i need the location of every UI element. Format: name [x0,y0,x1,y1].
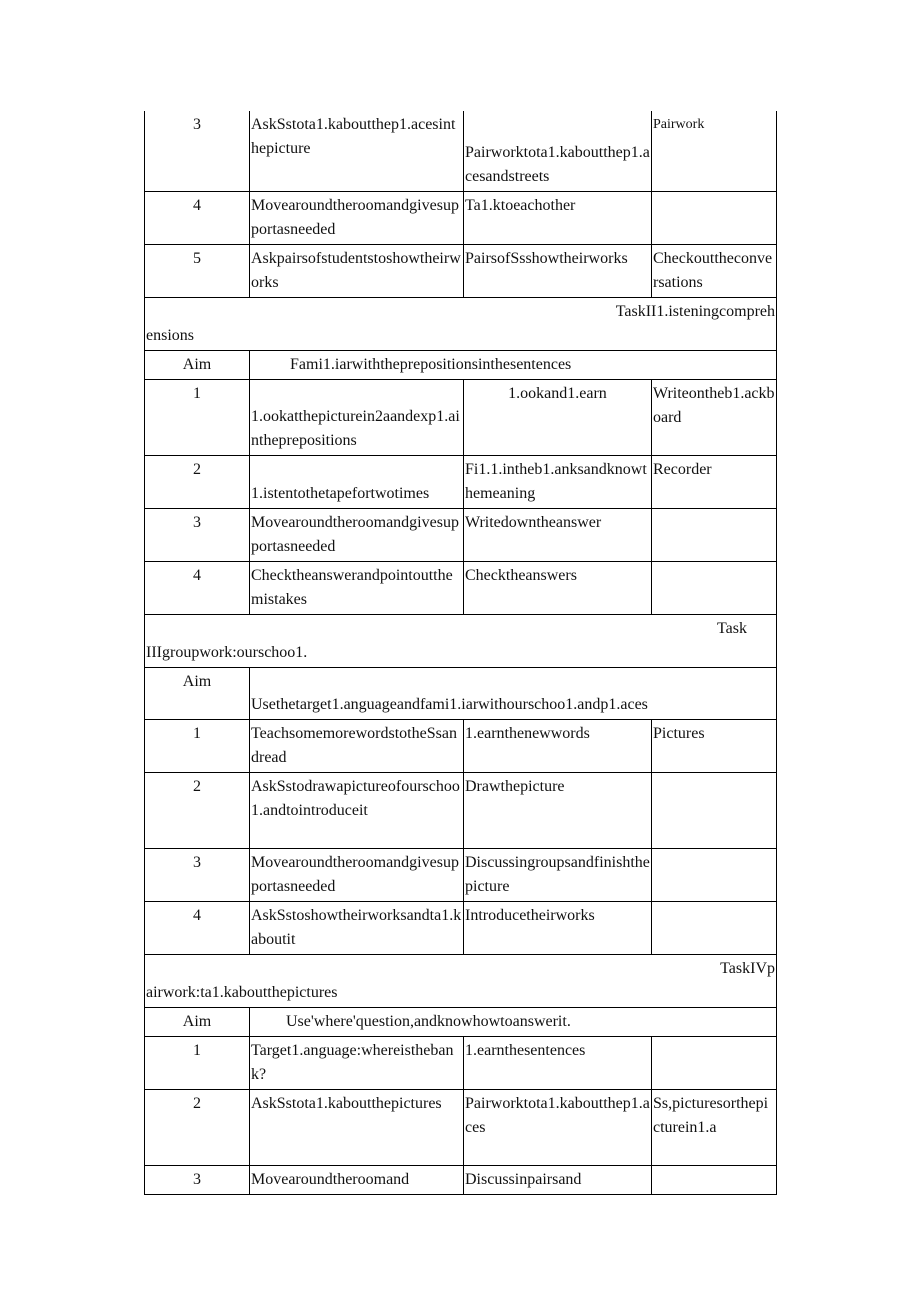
notes-cell [652,849,777,902]
task-heading [145,298,777,351]
student-activity: Writedowntheanswer [464,509,652,562]
notes-cell: Checkouttheconversations [652,245,777,298]
task-heading [145,615,777,668]
table-row [145,509,777,562]
table-row [145,902,777,955]
aim-text: Use'where'question,andknowhowtoanswerit. [250,1008,777,1037]
aim-row [145,1008,777,1037]
aim-label: Aim [145,1008,250,1037]
task-heading-line2: IIIgroupwork:ourschoo1. [146,644,308,661]
student-activity: PairsofSsshowtheirworks [464,245,652,298]
table-row [145,773,777,849]
student-activity: Discussinpairsand [464,1166,652,1195]
task-heading-line1: TaskIVp [720,960,775,977]
teacher-activity: Movearoundtheroomandgivesupportasneeded [250,849,464,902]
step-number: 2 [145,773,250,849]
notes-cell: Recorder [652,456,777,509]
aim-row [145,351,777,380]
notes-cell: Ss,picturesorthepicturein1.a [652,1090,777,1166]
aim-text: Usethetarget1.anguageandfami1.iarwithourschoo1.andp1.aces [250,668,777,720]
teacher-activity: 1.ookatthepicturein2aandexp1.aintheprepositions [250,380,464,456]
table-row [145,1037,777,1090]
notes-cell [652,902,777,955]
task-heading [145,955,777,1008]
student-activity: Discussingroupsandfinishthepicture [464,849,652,902]
step-number: 2 [145,1090,250,1166]
lesson-plan-table [144,111,777,1195]
task-heading-row [145,955,777,1008]
aim-label: Aim [145,351,250,380]
student-activity: Pairworktota1.kaboutthep1.acesandstreets [464,111,652,192]
notes-cell [652,509,777,562]
step-number: 3 [145,849,250,902]
notes-cell [652,192,777,245]
teacher-activity: 1.istentothetapefortwotimes [250,456,464,509]
table-row [145,192,777,245]
notes-cell: Pairwork [652,111,777,192]
step-number: 4 [145,902,250,955]
teacher-activity: Askpairsofstudentstoshowtheirworks [250,245,464,298]
student-activity: 1.earnthenewwords [464,720,652,773]
table-row [145,1090,777,1166]
student-activity: Drawthepicture [464,773,652,849]
table-row [145,380,777,456]
task-heading-line1: Task [717,620,747,637]
notes-cell: Writeontheb1.ackboard [652,380,777,456]
step-number: 5 [145,245,250,298]
teacher-activity: Target1.anguage:whereisthebank? [250,1037,464,1090]
aim-row [145,668,777,720]
table-row [145,111,777,192]
table-row [145,562,777,615]
notes-cell: Pictures [652,720,777,773]
student-activity: 1.earnthesentences [464,1037,652,1090]
step-number: 1 [145,380,250,456]
student-activity: Pairworktota1.kaboutthep1.aces [464,1090,652,1166]
notes-cell [652,773,777,849]
table-row [145,245,777,298]
teacher-activity: Checktheanswerandpointoutthemistakes [250,562,464,615]
student-activity: Ta1.ktoeachother [464,192,652,245]
teacher-activity: TeachsomemorewordstotheSsandread [250,720,464,773]
table-row [145,720,777,773]
teacher-activity: Movearoundtheroomandgivesupportasneeded [250,192,464,245]
teacher-activity: AskSstodrawapictureofourschoo1.andtointroduceit [250,773,464,849]
step-number: 1 [145,720,250,773]
task-heading-row [145,298,777,351]
student-activity: Introducetheirworks [464,902,652,955]
step-number: 4 [145,562,250,615]
step-number: 2 [145,456,250,509]
teacher-activity: Movearoundtheroomandgivesupportasneeded [250,509,464,562]
table-row [145,1166,777,1195]
aim-text: Fami1.iarwiththeprepositionsinthesentences [250,351,777,380]
teacher-activity: AskSstota1.kaboutthep1.acesinthepicture [250,111,464,192]
teacher-activity: Movearoundtheroomand [250,1166,464,1195]
aim-label: Aim [145,668,250,720]
student-activity: Checktheanswers [464,562,652,615]
step-number: 3 [145,1166,250,1195]
step-number: 3 [145,509,250,562]
notes-cell [652,1037,777,1090]
step-number: 3 [145,111,250,192]
student-activity: Fi1.1.intheb1.anksandknowthemeaning [464,456,652,509]
notes-cell [652,1166,777,1195]
step-number: 1 [145,1037,250,1090]
table-row [145,456,777,509]
table-row [145,849,777,902]
notes-cell [652,562,777,615]
task-heading-line1: TaskII1.isteningcompreh [615,303,775,320]
task-heading-line2: ensions [146,327,194,344]
task-heading-row [145,615,777,668]
teacher-activity: AskSstoshowtheirworksandta1.kaboutit [250,902,464,955]
student-activity: 1.ookand1.earn [464,380,652,456]
task-heading-line2: airwork:ta1.kaboutthepictures [146,984,338,1001]
teacher-activity: AskSstota1.kaboutthepictures [250,1090,464,1166]
step-number: 4 [145,192,250,245]
